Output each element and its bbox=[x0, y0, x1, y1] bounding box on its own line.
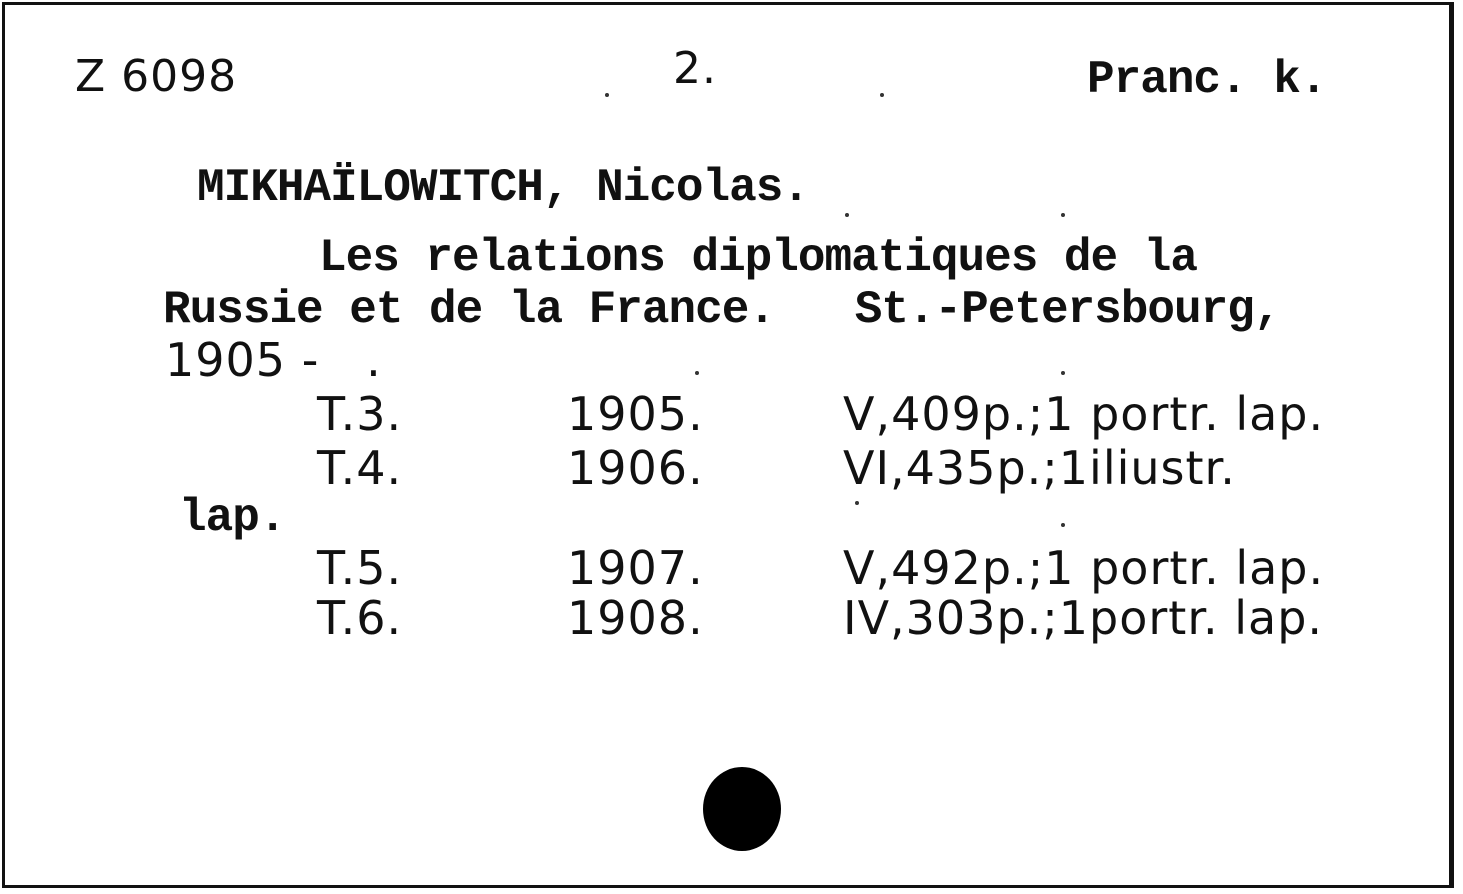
scan-speck bbox=[1061, 371, 1065, 375]
volume-year: 1906. bbox=[567, 441, 704, 495]
catalog-card bbox=[2, 2, 1454, 888]
scan-speck bbox=[880, 93, 884, 97]
scan-speck bbox=[1061, 213, 1065, 217]
volume-year: 1905. bbox=[567, 387, 704, 441]
continuation-text: lap. bbox=[179, 492, 286, 544]
title-line-1: Les relations diplomatiques de la bbox=[319, 232, 1197, 284]
volume-label: T.6. bbox=[317, 591, 403, 645]
punch-hole bbox=[703, 767, 781, 851]
volume-description: V,409p.;1 portr. lap. bbox=[843, 387, 1325, 441]
scan-speck bbox=[695, 371, 699, 375]
volume-year: 1908. bbox=[567, 591, 704, 645]
call-number: Z 6098 bbox=[75, 51, 238, 102]
volume-label: T.3. bbox=[317, 387, 403, 441]
volume-label: T.5. bbox=[317, 541, 403, 595]
title-line-2: Russie et de la France. St.-Petersbourg, bbox=[163, 284, 1281, 336]
author-heading: MIKHAÏLOWITCH, Nicolas. bbox=[197, 162, 809, 214]
scan-speck bbox=[605, 93, 609, 97]
volume-year: 1907. bbox=[567, 541, 704, 595]
volume-description: IV,303p.;1portr. lap. bbox=[843, 591, 1324, 645]
scan-speck bbox=[855, 501, 859, 505]
volume-label: T.4. bbox=[317, 441, 403, 495]
card-number: 2. bbox=[673, 43, 717, 94]
volume-description: V,492p.;1 portr. lap. bbox=[843, 541, 1325, 595]
location-mark: Pranc. k. bbox=[1087, 54, 1327, 106]
scan-speck bbox=[1061, 523, 1065, 527]
volume-description: VI,435p.;1iliustr. bbox=[843, 441, 1236, 495]
imprint-line: 1905 - . bbox=[165, 333, 382, 387]
scan-speck bbox=[845, 213, 849, 217]
